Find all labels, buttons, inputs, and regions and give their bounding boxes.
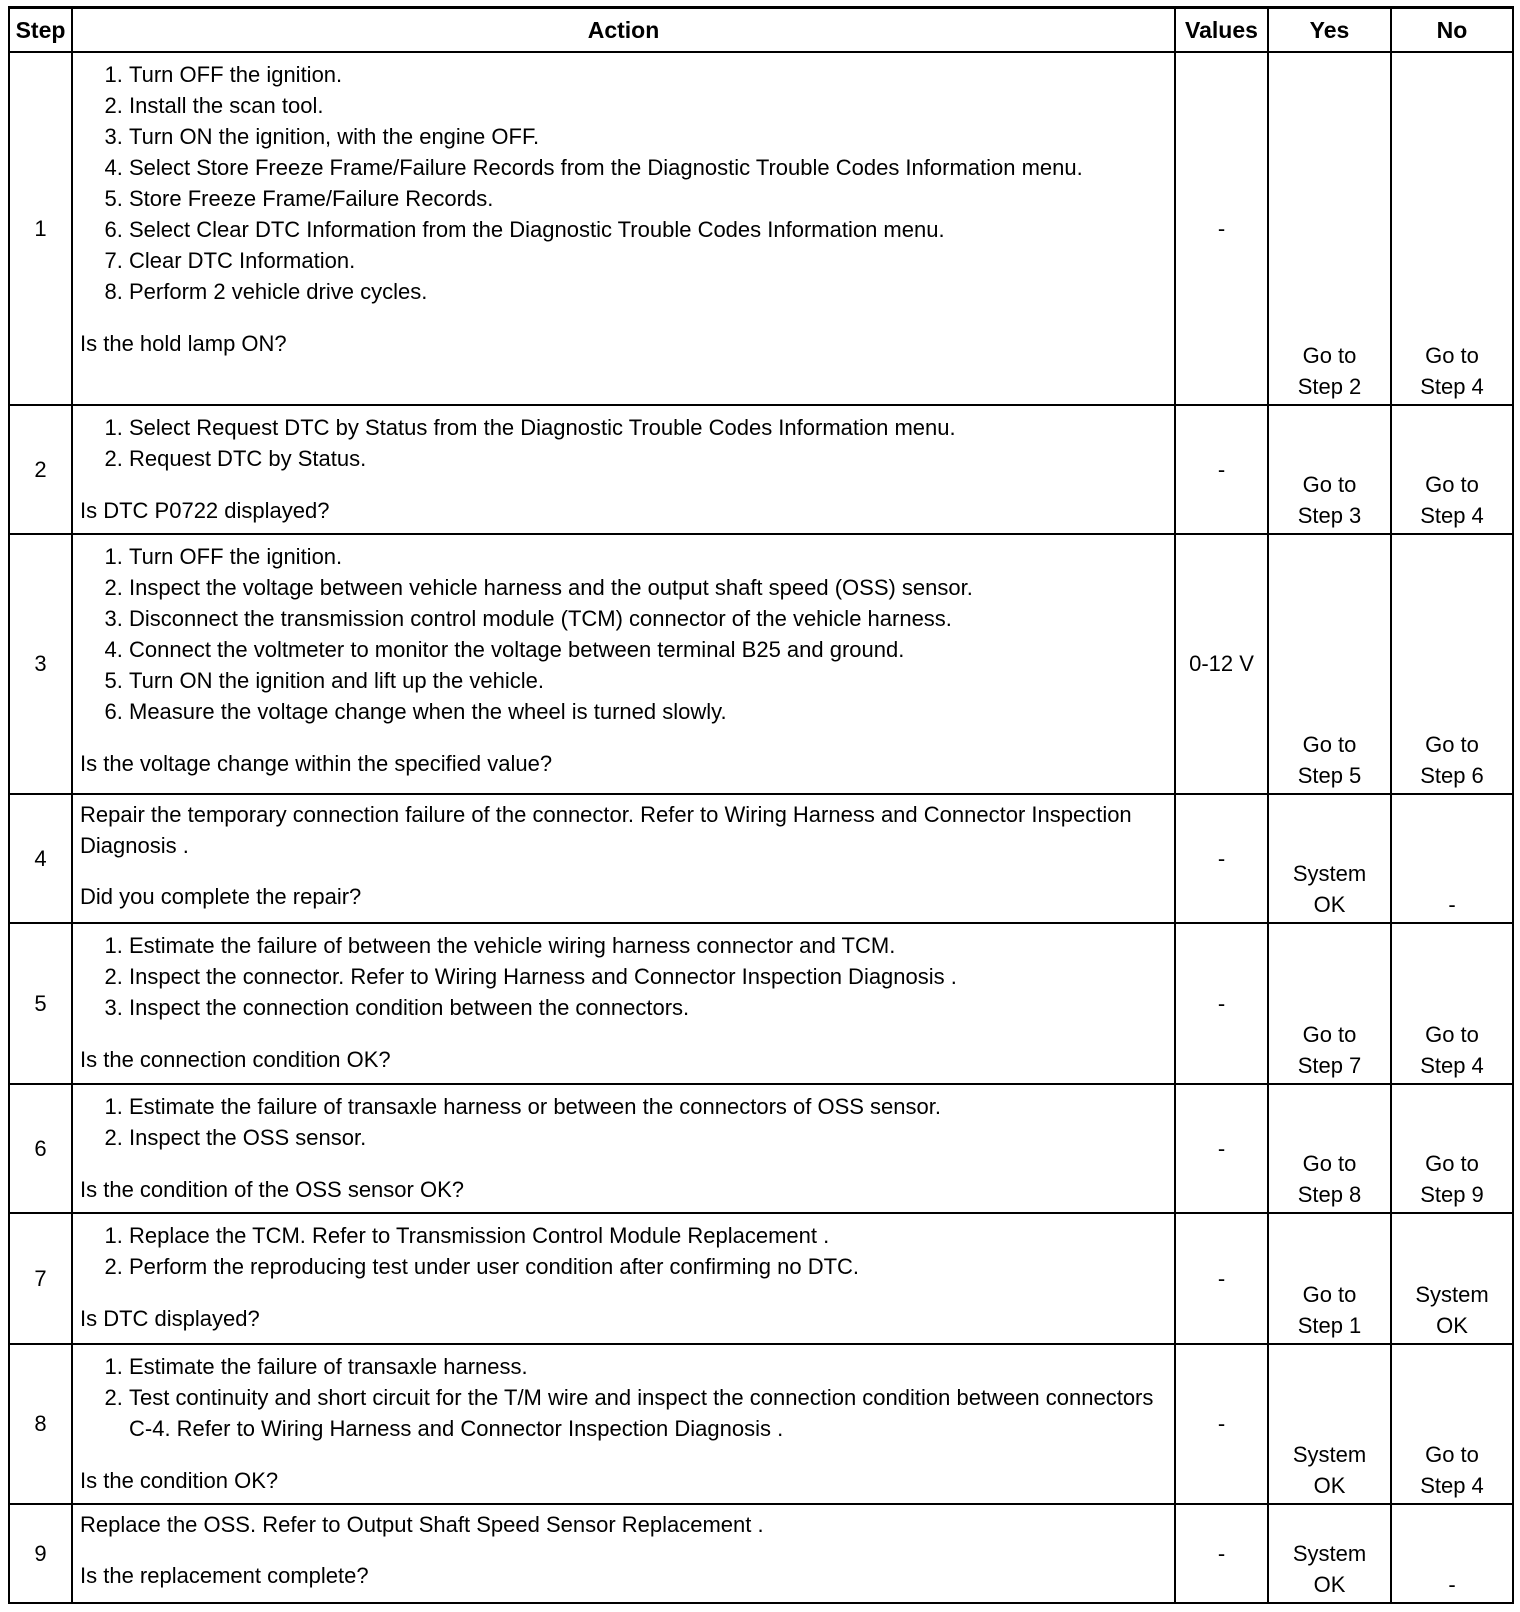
yes-cell	[1268, 52, 1391, 405]
action-steps-list	[80, 1091, 1168, 1153]
action-step-item: 1. Estimate the failure of between the vehicle wiring harness connector and TCM.	[129, 930, 1168, 961]
header-no: No	[1391, 8, 1513, 53]
step-number: 5	[9, 923, 72, 1085]
action-step-item: 1. Replace the TCM. Refer to Transmission Control Module Replacement .	[129, 1220, 1168, 1251]
action-question: Is the condition of the OSS sensor OK?	[80, 1177, 464, 1203]
action-cell	[72, 1504, 1175, 1603]
action-step-item: 2. Test continuity and short circuit for the T/M wire and inspect the connection condition between connectors C-4. Refer to Wiring Harness and Connector Inspection Diagnosis .	[129, 1382, 1168, 1444]
no-text-line: Step 6	[1420, 762, 1484, 788]
header-yes: Yes	[1268, 8, 1391, 53]
action-step-item: 5. Turn ON the ignition and lift up the vehicle.	[129, 665, 1168, 696]
action-question: Is the condition OK?	[80, 1468, 279, 1494]
yes-cell	[1268, 1504, 1391, 1603]
action-question: Is DTC displayed?	[80, 1306, 260, 1332]
table-row	[9, 1504, 1513, 1603]
table-row	[9, 1084, 1513, 1213]
action-question: Is the voltage change within the specified value?	[80, 750, 553, 776]
action-step-item: 1. Estimate the failure of transaxle harness.	[129, 1351, 1168, 1382]
yes-text-line: Go to	[1302, 1282, 1357, 1308]
no-cell	[1391, 1504, 1513, 1603]
yes-cell	[1268, 405, 1391, 534]
action-step-item: 8. Perform 2 vehicle drive cycles.	[129, 276, 1168, 307]
action-steps-list	[80, 541, 1168, 727]
action-step-item: 4. Connect the voltmeter to monitor the voltage between terminal B25 and ground.	[129, 634, 1168, 665]
action-step-item: 1. Turn OFF the ignition.	[129, 541, 1168, 572]
no-text-line: Step 4	[1420, 502, 1484, 528]
step-number: 9	[9, 1504, 72, 1603]
no-text-line: System	[1415, 1282, 1489, 1308]
values-cell: -	[1175, 923, 1268, 1085]
step-number: 2	[9, 405, 72, 534]
header-step: Step	[9, 8, 72, 53]
step-number: 3	[9, 534, 72, 794]
table-row	[9, 405, 1513, 534]
action-step-item: 1. Turn OFF the ignition.	[129, 59, 1168, 90]
action-paragraph: Repair the temporary connection failure of the connector. Refer to Wiring Harness and Connector Inspection Diagnosis .	[80, 801, 1132, 858]
no-cell	[1391, 534, 1513, 794]
action-step-item: 3. Inspect the connection condition between the connectors.	[129, 992, 1168, 1023]
action-step-item: 1. Select Request DTC by Status from the Diagnostic Trouble Codes Information menu.	[129, 412, 1168, 443]
table-row	[9, 794, 1513, 923]
no-text-line: OK	[1436, 1313, 1468, 1339]
yes-text-line: System	[1292, 860, 1367, 886]
yes-text-line: Step 5	[1297, 762, 1362, 788]
action-step-item: 2. Inspect the connector. Refer to Wiring Harness and Connector Inspection Diagnosis .	[129, 961, 1168, 992]
no-cell	[1391, 923, 1513, 1085]
action-steps-list	[80, 412, 1168, 474]
table-row	[9, 923, 1513, 1085]
action-step-item: 7. Clear DTC Information.	[129, 245, 1168, 276]
action-question: Did you complete the repair?	[80, 883, 362, 909]
no-cell	[1391, 1344, 1513, 1504]
yes-text-line: OK	[1313, 891, 1346, 917]
yes-text-line: OK	[1313, 1472, 1346, 1498]
no-cell	[1391, 405, 1513, 534]
values-cell: -	[1175, 1344, 1268, 1504]
yes-text-line: Step 8	[1297, 1182, 1362, 1208]
action-step-item: 2. Perform the reproducing test under user condition after confirming no DTC.	[129, 1251, 1168, 1282]
action-cell	[72, 794, 1175, 923]
step-number: 6	[9, 1084, 72, 1213]
no-text-line: Step 4	[1420, 1053, 1484, 1079]
values-cell: -	[1175, 1213, 1268, 1344]
no-text-line: Step 9	[1420, 1182, 1484, 1208]
yes-text-line: Go to	[1302, 1151, 1357, 1177]
action-steps-list	[80, 1351, 1168, 1444]
no-text-line: -	[1448, 1572, 1456, 1597]
header-action: Action	[72, 8, 1175, 53]
action-question: Is DTC P0722 displayed?	[80, 497, 330, 523]
no-text-line: Go to	[1425, 1441, 1479, 1467]
values-cell: -	[1175, 1504, 1268, 1603]
yes-text-line: Go to	[1302, 471, 1357, 497]
action-cell	[72, 52, 1175, 405]
action-step-item: 2. Inspect the OSS sensor.	[129, 1122, 1168, 1153]
action-step-item: 2. Install the scan tool.	[129, 90, 1168, 121]
step-number: 1	[9, 52, 72, 405]
no-text-line: Go to	[1425, 1022, 1479, 1048]
action-cell	[72, 1213, 1175, 1344]
yes-text-line: Step 2	[1297, 373, 1362, 399]
yes-text-line: Step 3	[1297, 502, 1362, 528]
no-text-line: Step 4	[1420, 373, 1484, 399]
no-text-line: Step 4	[1420, 1472, 1484, 1498]
action-cell	[72, 534, 1175, 794]
no-text-line: Go to	[1425, 342, 1479, 368]
action-step-item: 6. Select Clear DTC Information from the Diagnostic Trouble Codes Information menu.	[129, 214, 1168, 245]
no-cell	[1391, 794, 1513, 923]
yes-cell	[1268, 1344, 1391, 1504]
action-cell	[72, 923, 1175, 1085]
action-steps-list	[80, 59, 1168, 307]
no-cell	[1391, 1213, 1513, 1344]
action-cell	[72, 405, 1175, 534]
yes-text-line: Step 1	[1297, 1313, 1362, 1339]
yes-cell	[1268, 923, 1391, 1085]
action-cell	[72, 1344, 1175, 1504]
diagnostic-table	[8, 6, 1514, 1604]
no-text-line: -	[1448, 891, 1456, 917]
action-step-item: 3. Turn ON the ignition, with the engine OFF.	[129, 121, 1168, 152]
action-step-item: 6. Measure the voltage change when the wheel is turned slowly.	[129, 696, 1168, 727]
action-steps-list	[80, 930, 1168, 1023]
action-step-item: 5. Store Freeze Frame/Failure Records.	[129, 183, 1168, 214]
yes-cell	[1268, 794, 1391, 923]
table-row	[9, 534, 1513, 794]
values-cell: -	[1175, 794, 1268, 923]
yes-text-line: System	[1292, 1541, 1367, 1566]
values-cell: -	[1175, 52, 1268, 405]
no-text-line: Go to	[1425, 731, 1479, 757]
header-values: Values	[1175, 8, 1268, 53]
action-question: Is the connection condition OK?	[80, 1046, 391, 1072]
action-step-item: 2. Request DTC by Status.	[129, 443, 1168, 474]
no-cell	[1391, 1084, 1513, 1213]
table-row	[9, 1213, 1513, 1344]
step-number: 4	[9, 794, 72, 923]
yes-text-line: OK	[1313, 1572, 1346, 1597]
table-row	[9, 1344, 1513, 1504]
action-steps-list	[80, 1220, 1168, 1282]
action-step-item: 2. Inspect the voltage between vehicle harness and the output shaft speed (OSS) sensor.	[129, 572, 1168, 603]
action-cell	[72, 1084, 1175, 1213]
step-number: 7	[9, 1213, 72, 1344]
action-question: Is the replacement complete?	[80, 1562, 369, 1588]
no-cell	[1391, 52, 1513, 405]
yes-text-line: Step 7	[1297, 1053, 1362, 1079]
action-step-item: 3. Disconnect the transmission control module (TCM) connector of the vehicle harness.	[129, 603, 1168, 634]
step-number: 8	[9, 1344, 72, 1504]
header-row	[9, 8, 1513, 53]
yes-cell	[1268, 1213, 1391, 1344]
action-question: Is the hold lamp ON?	[80, 331, 287, 356]
action-paragraph: Replace the OSS. Refer to Output Shaft Speed Sensor Replacement .	[80, 1511, 764, 1537]
yes-text-line: Go to	[1302, 731, 1357, 757]
action-step-item: 4. Select Store Freeze Frame/Failure Records from the Diagnostic Trouble Codes Information menu.	[129, 152, 1168, 183]
yes-text-line: Go to	[1302, 1022, 1357, 1048]
values-cell: 0-12 V	[1175, 534, 1268, 794]
action-step-item: 1. Estimate the failure of transaxle harness or between the connectors of OSS sensor.	[129, 1091, 1168, 1122]
values-cell: -	[1175, 1084, 1268, 1213]
table-row	[9, 52, 1513, 405]
table-body	[9, 52, 1513, 1603]
no-text-line: Go to	[1425, 1151, 1479, 1177]
values-cell: -	[1175, 405, 1268, 534]
no-text-line: Go to	[1425, 471, 1479, 497]
yes-cell	[1268, 534, 1391, 794]
yes-text-line: Go to	[1302, 342, 1357, 368]
yes-text-line: System	[1292, 1441, 1367, 1467]
yes-cell	[1268, 1084, 1391, 1213]
